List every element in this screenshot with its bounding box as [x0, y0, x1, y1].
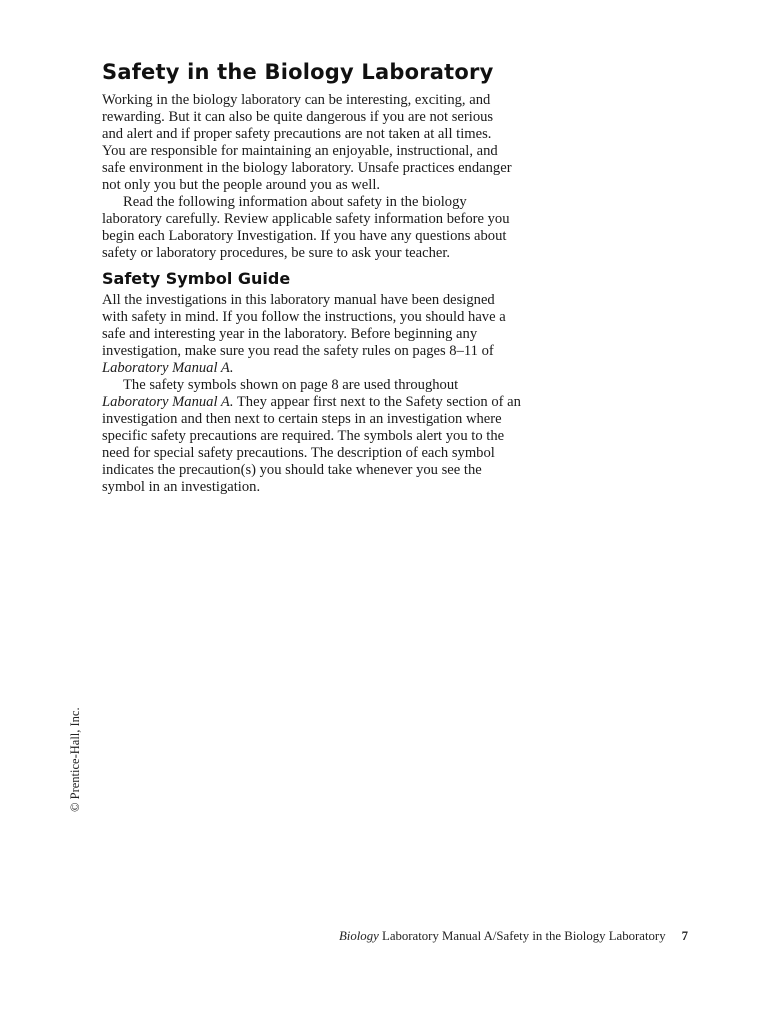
- text-line: and alert and if proper safety precautions are not taken at all times.: [102, 126, 492, 142]
- text-line: The safety symbols shown on page 8 are used throughout: [123, 377, 459, 393]
- text-line: safe and interesting year in the laboratory. Before beginning any: [102, 326, 478, 342]
- text-line: Working in the biology laboratory can be interesting, exciting, and: [102, 92, 491, 108]
- text-line: specific safety precautions are required. The symbols alert you to the: [102, 428, 505, 444]
- text-line: All the investigations in this laboratory manual have been designed: [102, 292, 495, 308]
- text-line: investigation, make sure you read the safety rules on pages 8–11 of: [102, 343, 494, 359]
- text-line: investigation and then next to certain steps in an investigation where: [102, 411, 502, 427]
- text-line: not only you but the people around you as well.: [102, 177, 381, 193]
- section-heading: Safety Symbol Guide: [102, 269, 291, 288]
- text-line: [102, 394, 562, 411]
- text-line: begin each Laboratory Investigation. If you have any questions about: [102, 228, 507, 244]
- intro-text: [102, 92, 562, 262]
- text-line: safe environment in the biology laboratory. Unsafe practices endanger: [102, 160, 512, 176]
- text-line: You are responsible for maintaining an enjoyable, instructional, and: [102, 143, 498, 159]
- footer-book-title: Biology: [338, 929, 379, 943]
- page-footer: [339, 929, 688, 944]
- text-line: symbol in an investigation.: [102, 479, 261, 495]
- copyright-notice: © Prentice-Hall, Inc.: [68, 707, 82, 812]
- page-title: Safety in the Biology Laboratory: [102, 60, 494, 84]
- book-title: Laboratory Manual A.: [102, 394, 234, 410]
- text-line: with safety in mind. If you follow the instructions, you should have a: [102, 309, 506, 325]
- text-line: need for special safety precautions. The description of each symbol: [102, 445, 495, 461]
- text-fragment: They appear first next to the Safety section of an: [233, 394, 521, 410]
- text-line: rewarding. But it can also be quite dangerous if you are not serious: [102, 109, 494, 125]
- text-line: safety or laboratory procedures, be sure to ask your teacher.: [102, 245, 451, 261]
- text-line: Laboratory Manual A.: [102, 360, 234, 376]
- text-line: laboratory carefully. Review applicable safety information before you: [102, 211, 510, 227]
- text-line: indicates the precaution(s) you should take whenever you see the: [102, 462, 482, 478]
- guide-text: [102, 292, 562, 496]
- footer-running-title: Laboratory Manual A/Safety in the Biology Laboratory: [378, 929, 666, 943]
- page-number: 7: [681, 929, 688, 943]
- text-line: Read the following information about safety in the biology: [123, 194, 467, 210]
